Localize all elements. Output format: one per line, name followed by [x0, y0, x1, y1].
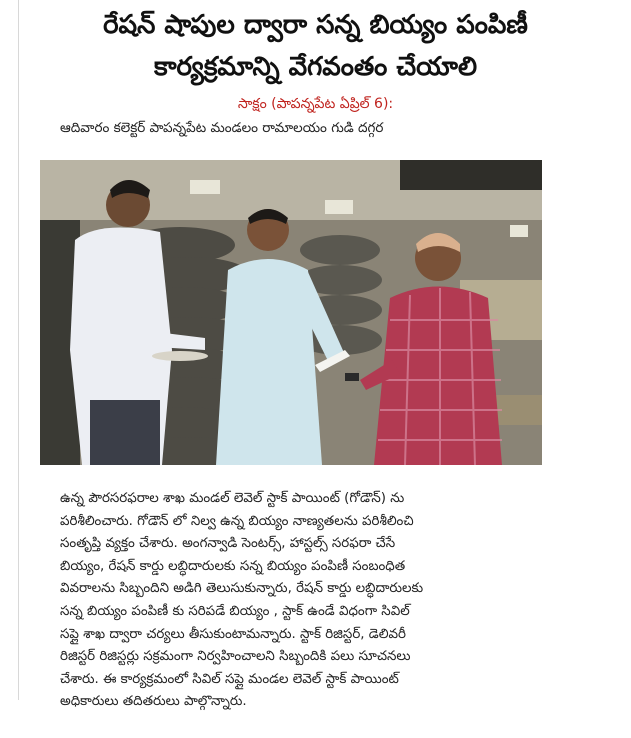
- body-line: సంతృప్తి వ్యక్తం చేశారు. అంగన్వాడి సెంటర్స్, హాస్టల్స్ సరఫరా చేసే: [60, 536, 396, 552]
- headline-line-1: రేషన్ షాపుల ద్వారా సన్న బియ్యం పంపిణీ: [103, 10, 528, 40]
- body-line: అధికారులు తదితరులు పాల్గొన్నారు.: [60, 694, 247, 710]
- article-body: [60, 488, 580, 714]
- body-line: బియ్యం, రేషన్ కార్డు లబ్ధిదారులకు సన్న బియ్యం పంపిణీ సంబంధిత: [60, 558, 406, 574]
- news-photo: [40, 160, 542, 465]
- body-line: వివరాలను సిబ్బందిని అడిగి తెలుసుకున్నారు, రేషన్ కార్డు లబ్ధిదారులకు: [60, 581, 424, 597]
- body-line: సప్లై శాఖ ద్వారా చర్యలు తీసుకుంటామన్నారు. స్టాక్ రిజిస్టర్, డెలివరీ: [60, 626, 406, 642]
- headline: [0, 4, 631, 88]
- body-line: రిజిస్టర్ రిజిస్టర్లు సక్రమంగా నిర్వహించాలని సిబ్బందికి పలు సూచనలు: [60, 649, 411, 665]
- body-line: చేశారు. ఈ కార్యక్రమంలో సివిల్ సప్లై మండల లెవెల్ స్టాక్ పాయింట్: [60, 671, 399, 687]
- body-line: ఉన్న పౌరసరఫరాల శాఖ మండల్ లెవెల్ స్టాక్ పాయింట్ (గోడౌన్) ను: [60, 491, 405, 506]
- headline-line-2: కార్యక్రమాన్ని వేగవంతం చేయాలి: [153, 52, 478, 82]
- body-line: పరిశీలించారు. గోడౌన్ లో నిల్వ ఉన్న బియ్యం నాణ్యతలను పరిశీలించి: [60, 513, 414, 529]
- lead-paragraph: ఆదివారం కలెక్టర్ పాపన్నపేట మండలం రామాలయం గుడి దగ్గర: [60, 120, 384, 136]
- body-line: సన్న బియ్యం పంపిణీ కు సరిపడే బియ్యం , స్టాక్ ఉండే విధంగా సివిల్: [60, 603, 410, 619]
- photo-illustration: [40, 160, 542, 465]
- dateline: సాక్షం (పాపన్నపేట ఏప్రిల్ 6):: [237, 96, 394, 112]
